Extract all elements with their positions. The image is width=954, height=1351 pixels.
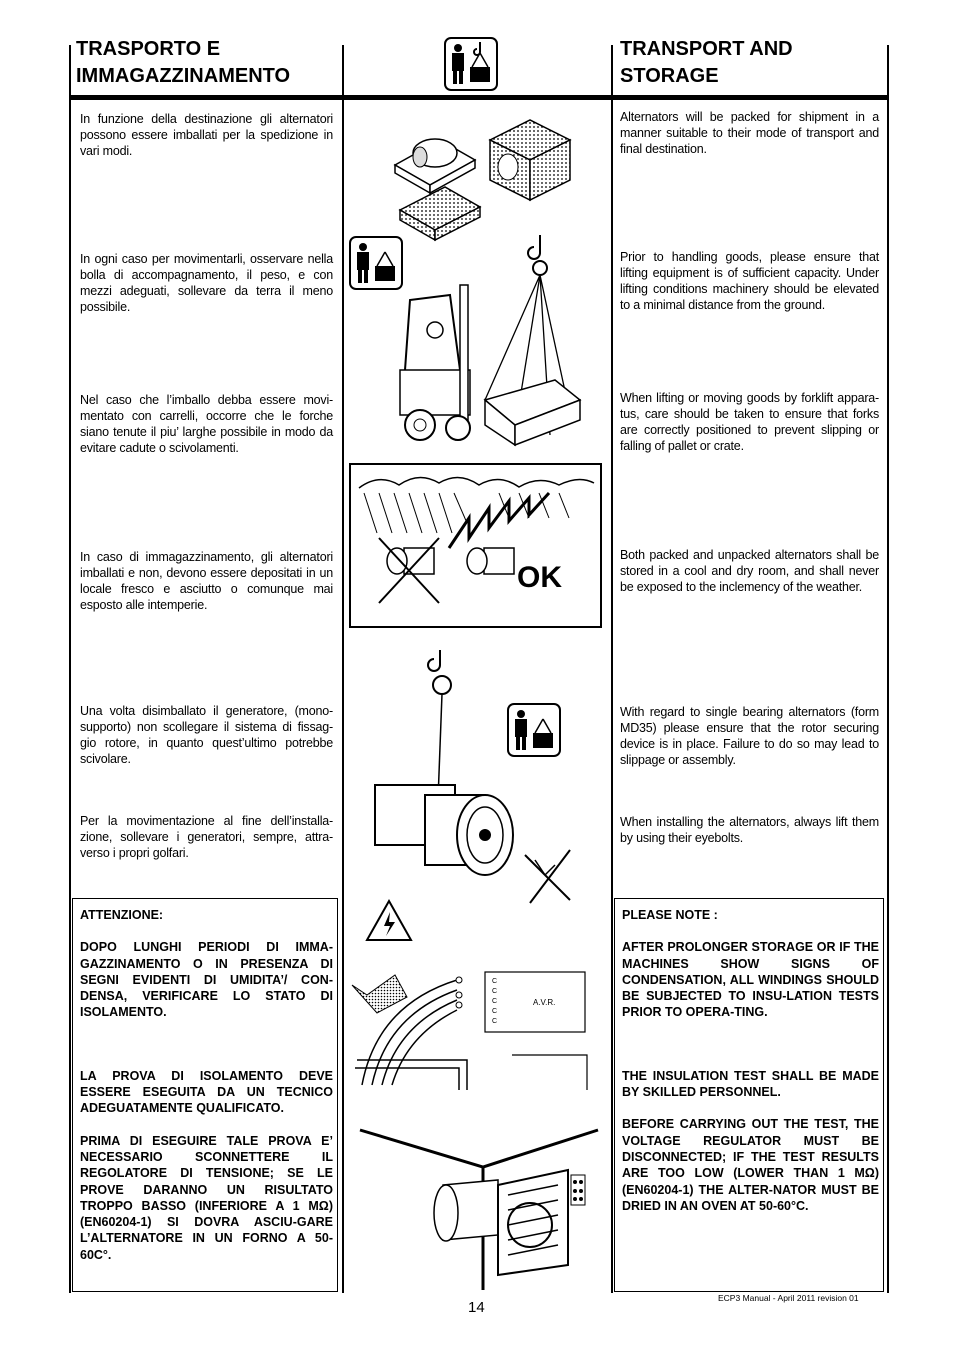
- avr-terminal-label: C: [492, 1008, 498, 1015]
- warning-paragraph-english-2: THE INSULATION TEST SHALL BE MADE BY SKILLED PERSONNEL.: [622, 1068, 879, 1100]
- alternator-eyebolt-lifting-illustration: [370, 645, 590, 905]
- frame-left-line: [69, 45, 71, 1293]
- header-title-italian: TRASPORTO E IMMAGAZZINAMENTO: [76, 38, 291, 87]
- italian-paragraph-1: In funzione della destinazione gli alternatori possono essere imballati per la spedizione in vari modi.: [80, 112, 333, 158]
- warning-paragraph-italian-3: PRIMA DI ESEGUIRE TALE PROVA E’ NECESSARIO SCONNETTERE IL REGOLATORE DI TENSIONE; SE LE PROVE DARANNO UN RISULTATO TROPPO BASSO (INFERIORE A 1 MΩ)(EN60204-1) SI DOVRA ASCIU-GARE L’ALTERNATORE IN UN FORNO A 50-60C°.: [80, 1133, 333, 1262]
- lifting-safety-icon-small-2: [507, 703, 561, 757]
- header-title-english: TRANSPORT AND STORAGE: [620, 38, 793, 87]
- warning-title-italian: ATTENZIONE:: [80, 908, 164, 922]
- italian-paragraph-5: Una volta disimballato il generatore, (mono-supporto) non scollegare il sistema di fissag-gio rotore, in quanto quest’ultimo potrebbe scivolare.: [80, 704, 333, 766]
- header-rule: [69, 95, 889, 100]
- lifting-safety-icon: [444, 37, 498, 91]
- storage-conditions-illustration: [349, 463, 602, 628]
- avr-wiring-illustration: [347, 965, 595, 1095]
- electrical-hazard-icon: [364, 898, 414, 943]
- page-number: 14: [468, 1299, 485, 1316]
- warning-paragraph-italian-1: DOPO LUNGHI PERIODI DI IMMA-GAZZINAMENTO O IN PRESENZA DI SEGNI EVIDENTI DI UMIDITA’/ CON-DENSA, VERIFICARE LO STATO DI ISOLAMENTO.: [80, 940, 333, 1020]
- packed-alternators-illustration: [380, 105, 580, 245]
- avr-terminal-label: C: [492, 1018, 498, 1025]
- warning-note-english: [614, 898, 884, 1292]
- italian-paragraph-2: In ogni caso per movimentarli, osservare nella bolla di accompagnamento, il peso, e con mezzi adeguati, sollevare da terra il meno possibile.: [80, 252, 333, 314]
- warning-paragraph-english-1: AFTER PROLONGER STORAGE OR IF THE MACHINES SHOW SIGNS OF CONDENSATION, ALL WINDINGS SHOULD BE SUBJECTED TO INSU-LATION TESTS PRIOR TO OPERA-TING.: [622, 940, 879, 1020]
- english-paragraph-1: Alternators will be packed for shipment in a manner suitable to their mode of transport and final destination.: [620, 110, 879, 156]
- forklift-lifting-illustration: [390, 230, 590, 450]
- english-paragraph-3: When lifting or moving goods by forklift appara-tus, care should be taken to ensure that forks are correctly positioned to prevent slipping or falling of pallet or crate.: [620, 391, 879, 453]
- avr-terminal-label: C: [492, 998, 498, 1005]
- english-paragraph-4: Both packed and unpacked alternators shall be stored in a cool and dry room, and shall never be exposed to the inclemency of the weather.: [620, 548, 879, 594]
- warning-paragraph-english-3: BEFORE CARRYING OUT THE TEST, THE VOLTAGE REGULATOR MUST BE DISCONNECTED; IF THE TEST RESULTS ARE TOO LOW (LOWER THAN 1 MΩ)(EN60204-1) THE ALTER-NATOR MUST BE DRIED IN AN OVEN AT 50-60°C.: [622, 1117, 879, 1213]
- storage-ok-label: OK: [517, 561, 562, 594]
- warning-paragraph-italian-2: LA PROVA DI ISOLAMENTO DEVE ESSERE ESEGUITA DA UN TECNICO ADEGUATAMENTE QUALIFICATO.: [80, 1068, 333, 1116]
- frame-mid-right-line: [611, 45, 613, 1293]
- drying-oven-illustration: [358, 1125, 603, 1290]
- italian-paragraph-3: Nel caso che l’imballo debba essere movi-mentato con carrelli, occorre che le forche siano tenute il piu’ larghe possibile in modo da evitare cadute o scivolamenti.: [80, 393, 333, 455]
- warning-note-italian: [72, 898, 338, 1292]
- english-paragraph-6: When installing the alternators, always lift them by using their eyebolts.: [620, 815, 879, 845]
- frame-mid-left-line: [342, 45, 344, 1293]
- avr-terminal-label: C: [492, 978, 498, 985]
- frame-right-line: [887, 45, 889, 1293]
- revision-label: ECP3 Manual - April 2011 revision 01: [718, 1293, 859, 1303]
- avr-label: A.V.R.: [533, 998, 556, 1007]
- warning-title-english: PLEASE NOTE :: [622, 908, 718, 922]
- english-paragraph-5: With regard to single bearing alternators (form MD35) please ensure that the rotor securing device is in place. Failure to do so may lead to slippage or assembly.: [620, 705, 879, 767]
- italian-paragraph-4: In caso di immagazzinamento, gli alternatori imballati e non, devono essere depositati in un locale fresco e asciutto o comunque mai esposto alle intemperie.: [80, 550, 333, 612]
- english-paragraph-2: Prior to handling goods, please ensure that lifting equipment is of sufficient capacity. Under lifting conditions machinery should be elevated to a minimal distance from the ground.: [620, 250, 879, 312]
- italian-paragraph-6: Per la movimentazione al fine dell’installa-zione, sollevare i generatori, sempre, attra-verso i propri golfari.: [80, 814, 333, 860]
- avr-terminal-label: C: [492, 988, 498, 995]
